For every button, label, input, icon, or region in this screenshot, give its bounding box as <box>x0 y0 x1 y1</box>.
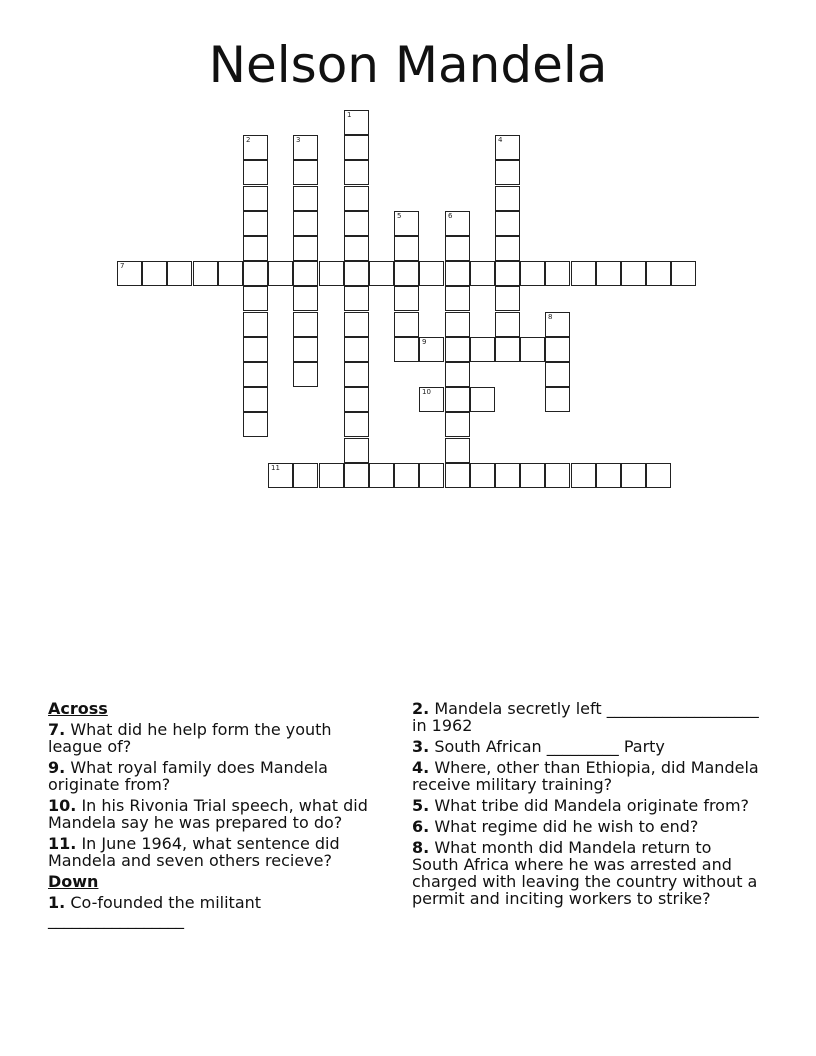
grid-cell[interactable] <box>520 261 545 286</box>
grid-cell[interactable] <box>445 236 470 261</box>
grid-cell[interactable] <box>243 286 268 311</box>
grid-cell[interactable] <box>621 463 646 488</box>
grid-cell[interactable] <box>470 463 495 488</box>
clue-num: 3. <box>412 737 430 756</box>
clue-text: What tribe did Mandela originate from? <box>434 796 750 815</box>
grid-cell[interactable] <box>445 438 470 463</box>
grid-cell[interactable] <box>293 186 318 211</box>
grid-cell[interactable] <box>596 261 621 286</box>
grid-cell[interactable] <box>520 337 545 362</box>
grid-cell[interactable] <box>293 236 318 261</box>
grid-cell[interactable] <box>243 312 268 337</box>
grid-cell[interactable] <box>319 261 344 286</box>
grid-cell[interactable] <box>495 186 520 211</box>
clue-number: 10 <box>422 388 431 396</box>
clue-num: 11. <box>48 834 77 853</box>
grid-cell[interactable] <box>344 211 369 236</box>
grid-cell[interactable] <box>419 337 444 362</box>
grid-cell[interactable] <box>243 236 268 261</box>
grid-cell[interactable] <box>243 211 268 236</box>
clue-number: 2 <box>246 136 251 144</box>
clue-number: 1 <box>347 111 352 119</box>
clue-number: 8 <box>548 313 553 321</box>
grid-cell[interactable] <box>243 135 268 160</box>
clue-text: Co-founded the militant _________________ <box>48 893 262 929</box>
grid-cell[interactable] <box>470 337 495 362</box>
across-heading: Across <box>48 699 108 718</box>
grid-cell[interactable] <box>344 312 369 337</box>
grid-cell[interactable] <box>243 261 268 286</box>
clue-item <box>412 700 762 734</box>
grid-cell[interactable] <box>445 412 470 437</box>
grid-cell[interactable] <box>218 261 243 286</box>
grid-cell[interactable] <box>369 463 394 488</box>
grid-cell[interactable] <box>293 463 318 488</box>
grid-cell[interactable] <box>394 261 419 286</box>
grid-cell[interactable] <box>293 337 318 362</box>
grid-cell[interactable] <box>470 261 495 286</box>
grid-cell[interactable] <box>293 211 318 236</box>
clue-number: 3 <box>296 136 301 144</box>
grid-cell[interactable] <box>445 312 470 337</box>
grid-cell[interactable] <box>495 236 520 261</box>
grid-cell[interactable] <box>243 412 268 437</box>
clue-text: What month did Mandela return to South Africa where he was arrested and charged with leaving the country without a permit and inciting workers to strike? <box>412 838 758 908</box>
grid-cell[interactable] <box>344 463 369 488</box>
grid-cell[interactable] <box>243 387 268 412</box>
clue-num: 2. <box>412 699 430 718</box>
grid-cell[interactable] <box>394 463 419 488</box>
grid-cell[interactable] <box>319 463 344 488</box>
grid-cell[interactable] <box>293 362 318 387</box>
grid-cell[interactable] <box>193 261 218 286</box>
grid-cell[interactable] <box>419 261 444 286</box>
clue-item <box>48 759 388 793</box>
clue-text: What regime did he wish to end? <box>434 817 699 836</box>
grid-cell[interactable] <box>545 312 570 337</box>
grid-cell[interactable] <box>268 261 293 286</box>
grid-cell[interactable] <box>243 186 268 211</box>
clue-text: What did he help form the youth league of? <box>48 720 332 756</box>
clue-text: Where, other than Ethiopia, did Mandela receive military training? <box>412 758 759 794</box>
clue-num: 9. <box>48 758 66 777</box>
clue-num: 4. <box>412 758 430 777</box>
grid-cell[interactable] <box>520 463 545 488</box>
grid-cell[interactable] <box>243 362 268 387</box>
grid-cell[interactable] <box>445 362 470 387</box>
grid-cell[interactable] <box>545 362 570 387</box>
grid-cell[interactable] <box>545 261 570 286</box>
grid-cell[interactable] <box>268 463 293 488</box>
grid-cell[interactable] <box>167 261 192 286</box>
clue-number: 5 <box>397 212 402 220</box>
grid-cell[interactable] <box>394 286 419 311</box>
clue-text: South African _________ Party <box>434 737 665 756</box>
grid-cell[interactable] <box>293 261 318 286</box>
grid-cell[interactable] <box>495 312 520 337</box>
clue-item <box>412 797 762 814</box>
grid-cell[interactable] <box>495 160 520 185</box>
clue-number: 7 <box>120 262 125 270</box>
grid-cell[interactable] <box>344 387 369 412</box>
clue-number: 9 <box>422 338 427 346</box>
clue-text: What royal family does Mandela originate from? <box>48 758 328 794</box>
clues-left-column <box>48 700 388 932</box>
grid-cell[interactable] <box>293 312 318 337</box>
clue-item <box>412 738 762 755</box>
grid-cell[interactable] <box>495 135 520 160</box>
clue-num: 7. <box>48 720 66 739</box>
clue-item <box>48 721 388 755</box>
clue-text: In June 1964, what sentence did Mandela and seven others recieve? <box>48 834 340 870</box>
grid-cell[interactable] <box>621 261 646 286</box>
grid-cell[interactable] <box>369 261 394 286</box>
grid-cell[interactable] <box>293 135 318 160</box>
clue-item <box>48 835 388 869</box>
grid-cell[interactable] <box>394 236 419 261</box>
grid-cell[interactable] <box>445 261 470 286</box>
clue-num: 5. <box>412 796 430 815</box>
clue-number: 11 <box>271 464 280 472</box>
grid-cell[interactable] <box>243 160 268 185</box>
grid-cell[interactable] <box>495 211 520 236</box>
grid-cell[interactable] <box>394 211 419 236</box>
grid-cell[interactable] <box>344 135 369 160</box>
grid-cell[interactable] <box>344 160 369 185</box>
grid-cell[interactable] <box>344 261 369 286</box>
grid-cell[interactable] <box>293 286 318 311</box>
clue-num: 10. <box>48 796 77 815</box>
clue-num: 6. <box>412 817 430 836</box>
grid-cell[interactable] <box>495 261 520 286</box>
grid-cell[interactable] <box>293 160 318 185</box>
grid-cell[interactable] <box>571 463 596 488</box>
grid-cell[interactable] <box>646 261 671 286</box>
grid-cell[interactable] <box>344 286 369 311</box>
grid-cell[interactable] <box>344 337 369 362</box>
grid-cell[interactable] <box>545 337 570 362</box>
grid-cell[interactable] <box>419 387 444 412</box>
grid-cell[interactable] <box>344 362 369 387</box>
clue-number: 6 <box>448 212 453 220</box>
grid-cell[interactable] <box>344 110 369 135</box>
grid-cell[interactable] <box>419 463 444 488</box>
grid-cell[interactable] <box>445 387 470 412</box>
grid-cell[interactable] <box>394 337 419 362</box>
grid-cell[interactable] <box>445 286 470 311</box>
grid-cell[interactable] <box>344 186 369 211</box>
grid-cell[interactable] <box>445 211 470 236</box>
clue-num: 1. <box>48 893 66 912</box>
down-heading: Down <box>48 872 99 891</box>
grid-cell[interactable] <box>142 261 167 286</box>
grid-cell[interactable] <box>344 438 369 463</box>
grid-cell[interactable] <box>571 261 596 286</box>
grid-cell[interactable] <box>596 463 621 488</box>
grid-cell[interactable] <box>671 261 696 286</box>
grid-cell[interactable] <box>646 463 671 488</box>
grid-cell[interactable] <box>495 286 520 311</box>
grid-cell[interactable] <box>545 387 570 412</box>
grid-cell[interactable] <box>445 337 470 362</box>
page-title: Nelson Mandela <box>208 36 608 94</box>
clue-item <box>48 797 388 831</box>
grid-cell[interactable] <box>117 261 142 286</box>
clue-num: 8. <box>412 838 430 857</box>
clue-text: In his Rivonia Trial speech, what did Mandela say he was prepared to do? <box>48 796 368 832</box>
grid-cell[interactable] <box>344 412 369 437</box>
clue-text: Mandela secretly left ___________________ in 1962 <box>412 699 759 735</box>
clue-number: 4 <box>498 136 503 144</box>
clue-item <box>412 839 762 907</box>
grid-cell[interactable] <box>545 463 570 488</box>
clue-item <box>412 759 762 793</box>
clue-item <box>48 894 388 928</box>
grid-cell[interactable] <box>470 387 495 412</box>
grid-cell[interactable] <box>243 337 268 362</box>
grid-cell[interactable] <box>344 236 369 261</box>
clue-item <box>412 818 762 835</box>
grid-cell[interactable] <box>394 312 419 337</box>
grid-cell[interactable] <box>495 463 520 488</box>
grid-cell[interactable] <box>495 337 520 362</box>
grid-cell[interactable] <box>445 463 470 488</box>
clues-right-column <box>412 700 762 911</box>
